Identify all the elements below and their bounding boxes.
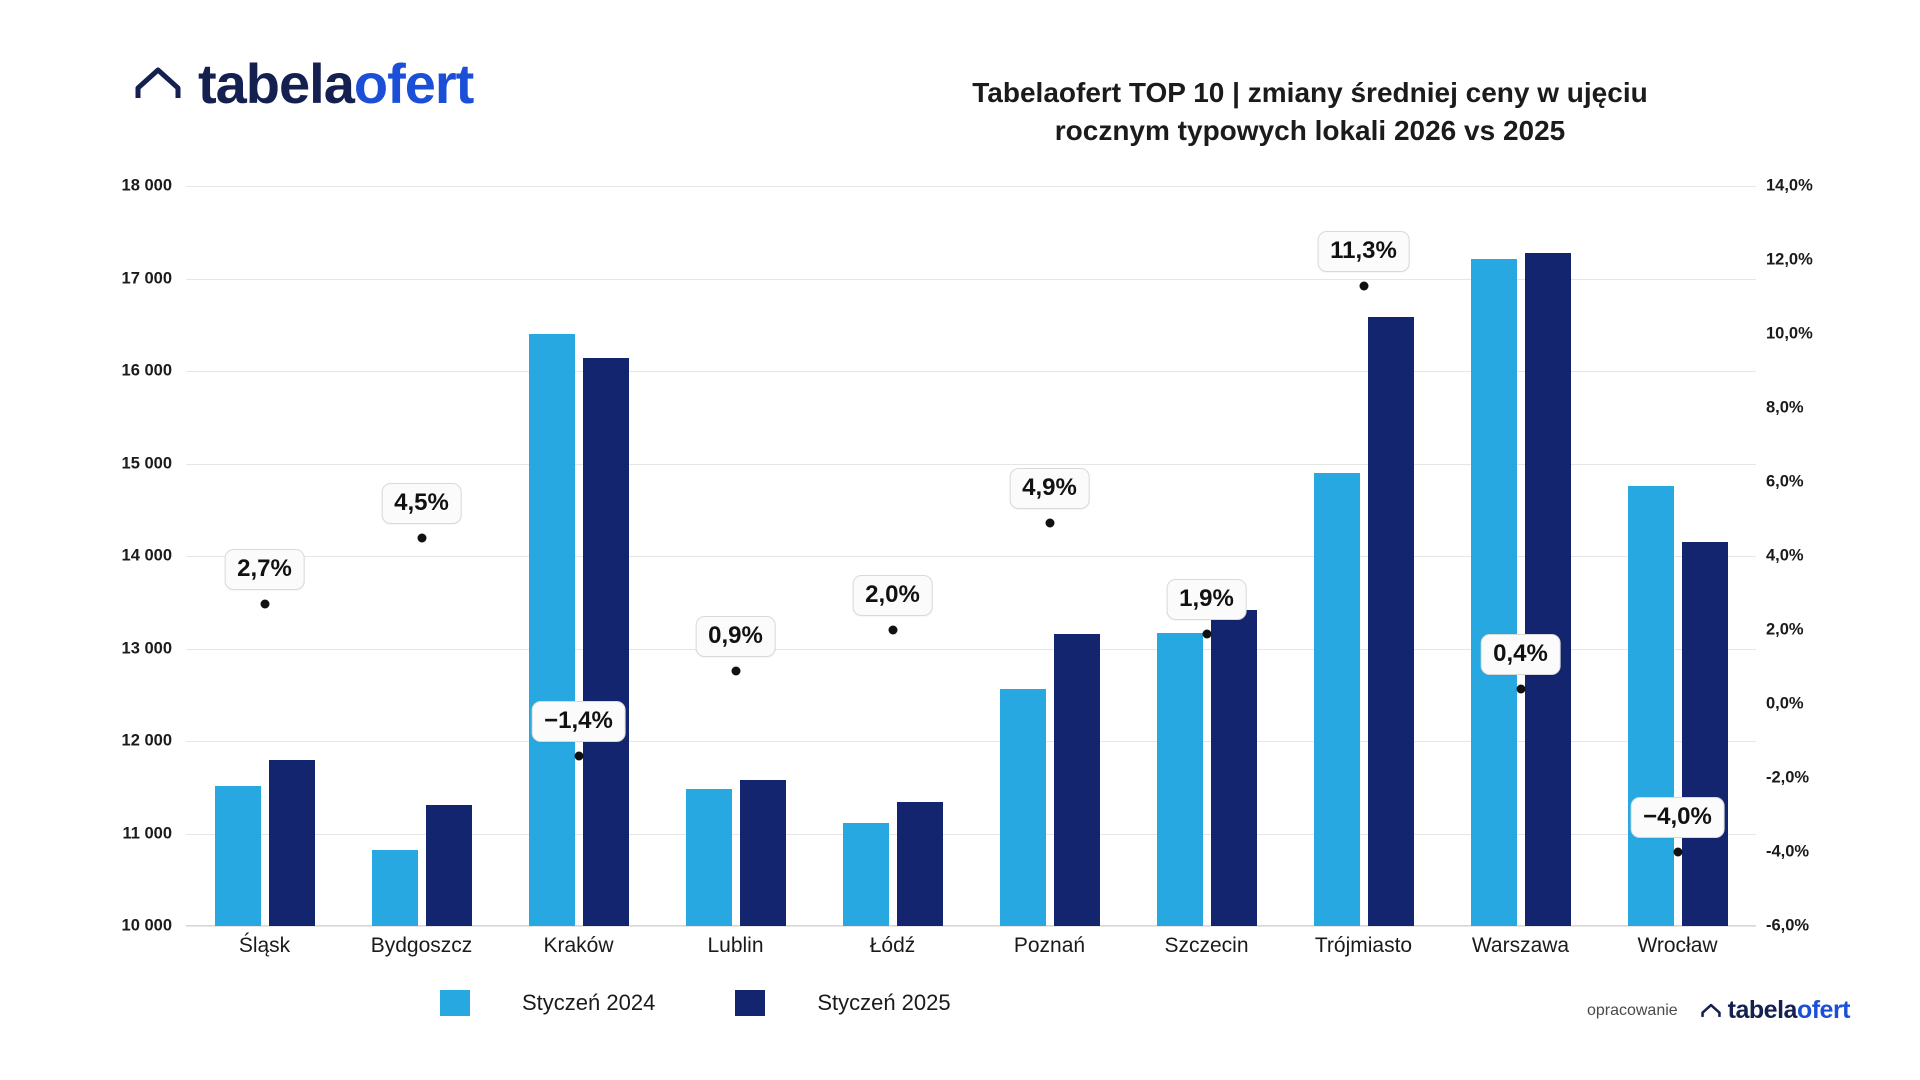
bar-series-1 — [215, 786, 261, 926]
x-axis-category-label: Kraków — [543, 934, 614, 957]
y-axis-right-tick: 6,0% — [1766, 472, 1804, 491]
credit-brand-wordmark — [1728, 996, 1850, 1025]
brand-wordmark-part2: ofert — [353, 52, 474, 115]
x-axis-category-label: Trójmiasto — [1314, 934, 1413, 957]
change-marker-dot — [888, 626, 897, 635]
page-title-line2: rocznym typowych lokali 2026 vs 2025 — [1054, 114, 1566, 146]
bar-series-1 — [1628, 486, 1674, 926]
bar-series-2 — [897, 802, 943, 926]
change-marker-label: 2,7% — [224, 549, 305, 590]
y-axis-left-tick: 14 000 — [121, 546, 172, 565]
x-axis-category-label: Wrocław — [1637, 934, 1718, 957]
x-axis-category-label: Łódź — [869, 934, 916, 957]
legend-swatch — [735, 990, 765, 1016]
brand-wordmark — [198, 52, 474, 115]
x-axis-category-label: Lublin — [707, 934, 764, 957]
bar-series-1 — [843, 823, 889, 926]
change-marker-label: 4,9% — [1009, 468, 1090, 509]
y-axis-right — [1756, 176, 1866, 935]
chart-legend — [440, 990, 951, 1016]
bar-series-1 — [1000, 689, 1046, 926]
bar-series-2 — [1211, 610, 1257, 926]
change-marker-dot — [1045, 518, 1054, 527]
change-marker-label: 0,4% — [1480, 634, 1561, 675]
page-title — [860, 74, 1760, 149]
credit-label: opracowanie — [1586, 1001, 1678, 1019]
y-axis-left-tick: 13 000 — [121, 639, 172, 657]
bar-group — [500, 186, 657, 957]
y-axis-right-tick: 10,0% — [1766, 324, 1813, 343]
y-axis-right-tick: -2,0% — [1766, 768, 1810, 787]
change-marker-dot — [1673, 848, 1682, 857]
bar-series-1 — [686, 789, 732, 926]
brand-wordmark-part1: tabela — [198, 52, 354, 115]
x-axis-category-label: Warszawa — [1471, 934, 1570, 957]
bar-series-1 — [372, 850, 418, 926]
house-outline-icon — [132, 58, 184, 110]
y-axis-right-tick: -4,0% — [1766, 842, 1810, 861]
bar-series-2 — [583, 358, 629, 926]
bar-series-1 — [1314, 473, 1360, 926]
bar-group — [971, 186, 1128, 957]
y-axis-left-tick: 10 000 — [121, 916, 172, 935]
change-marker-dot — [260, 600, 269, 609]
bar-series-1 — [529, 334, 575, 926]
change-marker-dot — [574, 751, 583, 760]
x-axis-category-label: Bydgoszcz — [370, 934, 473, 957]
legend-swatch — [440, 990, 470, 1016]
y-axis-left-tick: 11 000 — [122, 824, 172, 842]
y-axis-left-tick: 16 000 — [121, 361, 172, 380]
change-marker-dot — [731, 666, 740, 675]
credit-brand-part2: ofert — [1796, 996, 1850, 1024]
bar-series-2 — [1525, 253, 1571, 926]
change-marker-dot — [1516, 685, 1525, 694]
change-marker-dot — [417, 533, 426, 542]
legend-label: Styczeń 2024 — [522, 990, 656, 1015]
bar-group — [1442, 186, 1599, 957]
y-axis-left-tick: 17 000 — [121, 269, 172, 287]
y-axis-right-tick: 8,0% — [1766, 398, 1804, 417]
legend-item — [440, 990, 655, 1016]
bar-series-2 — [1054, 634, 1100, 926]
x-axis-category-label: Szczecin — [1164, 934, 1249, 957]
bar-group — [343, 186, 500, 957]
bar-group — [814, 186, 971, 957]
y-axis-right-tick: -6,0% — [1766, 916, 1810, 935]
y-axis-right-tick: 4,0% — [1766, 546, 1804, 565]
x-axis-category-label: Poznań — [1013, 934, 1086, 957]
change-marker-label: 4,5% — [381, 483, 462, 524]
bar-series-2 — [1682, 542, 1728, 926]
change-marker-dot — [1202, 629, 1211, 638]
bar-series-1 — [1157, 633, 1203, 926]
brand-logo — [132, 52, 474, 115]
bar-group — [1599, 186, 1756, 957]
y-axis-right-tick: 12,0% — [1766, 250, 1813, 269]
legend-label: Styczeń 2025 — [817, 990, 951, 1015]
change-marker-label: −4,0% — [1630, 797, 1725, 838]
bar-series-2 — [269, 760, 315, 927]
change-marker-dot — [1359, 281, 1368, 290]
grid-line — [186, 926, 1756, 927]
bar-groups — [186, 186, 1756, 957]
change-marker-label: 2,0% — [852, 575, 933, 616]
bar-group — [186, 186, 343, 957]
bar-series-2 — [426, 805, 472, 926]
y-axis-right-tick: 2,0% — [1766, 620, 1804, 639]
change-marker-label: −1,4% — [531, 701, 626, 742]
x-axis-category-label: Śląsk — [238, 934, 291, 957]
bar-series-2 — [1368, 317, 1414, 926]
credit-block — [1587, 996, 1850, 1025]
y-axis-left-tick: 12 000 — [121, 731, 172, 750]
page-title-line1: Tabelaofert TOP 10 | zmiany średniej ceny w ujęciu — [972, 77, 1648, 108]
y-axis-right-tick: 0,0% — [1766, 694, 1804, 713]
change-marker-label: 1,9% — [1166, 579, 1247, 620]
bar-group — [657, 186, 814, 957]
chart-plot-area — [0, 176, 1920, 976]
y-axis-left — [72, 176, 182, 935]
credit-brand-logo — [1700, 996, 1850, 1025]
bar-series-2 — [740, 780, 786, 926]
y-axis-right-tick: 14,0% — [1766, 176, 1813, 195]
change-marker-label: 0,9% — [695, 616, 776, 657]
bar-group — [1285, 186, 1442, 957]
y-axis-left-tick: 18 000 — [121, 176, 172, 195]
house-outline-icon-small — [1700, 1000, 1722, 1022]
credit-brand-part1: tabela — [1727, 996, 1797, 1024]
legend-item — [735, 990, 950, 1016]
y-axis-left-tick: 15 000 — [121, 454, 172, 472]
bar-group — [1128, 186, 1285, 957]
change-marker-label: 11,3% — [1317, 231, 1410, 272]
bar-series-1 — [1471, 259, 1517, 926]
